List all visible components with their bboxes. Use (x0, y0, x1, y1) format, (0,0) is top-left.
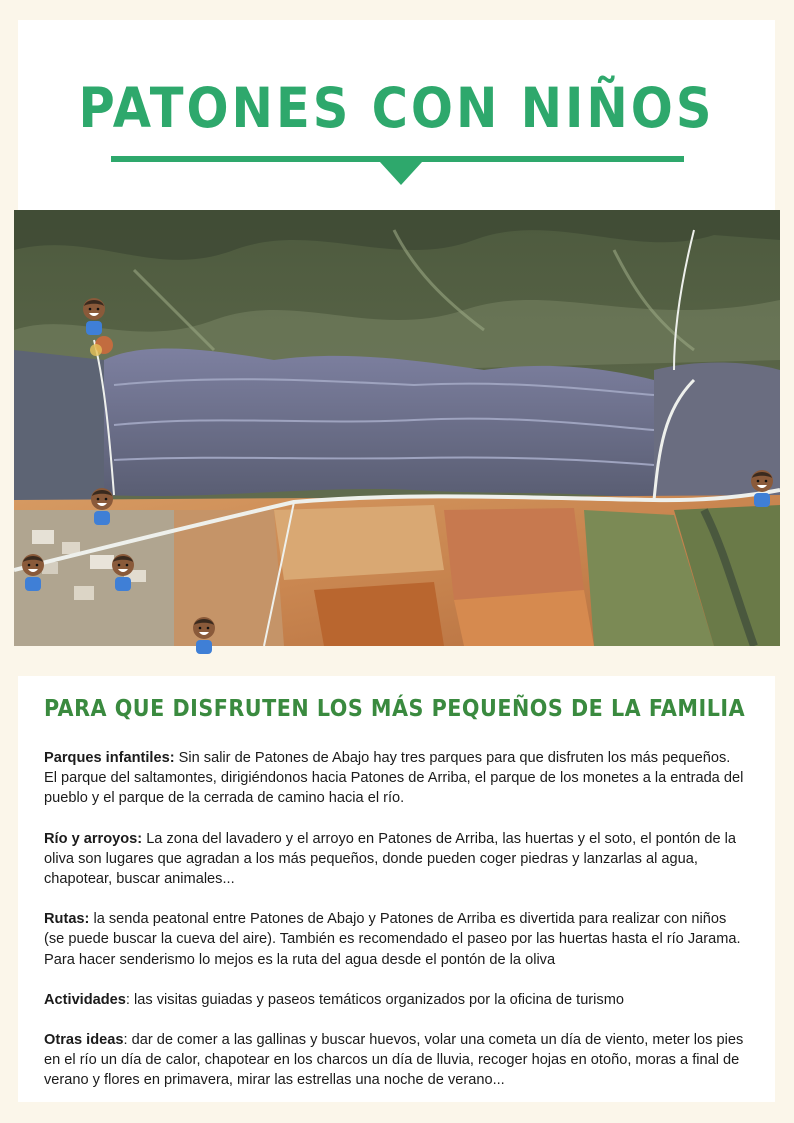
section-heading: PARA QUE DISFRUTEN LOS MÁS PEQUEÑOS DE LA FAMILIA (44, 696, 746, 722)
paragraph-text: : dar de comer a las gallinas y buscar huevos, volar una cometa un día de viento, meter los pies en el río un día de calor, chapotear en los charcos un día de lluvia, recoger hojas en otoño, moras a final de verano y flores en primavera, mirar las estrellas una noche de verano... (44, 1032, 744, 1089)
paragraph-text: : las visitas guiadas y paseos temáticos organizados por la oficina de turismo (125, 991, 624, 1008)
paragraph-rutas (44, 909, 744, 970)
paragraph-parques (44, 748, 744, 809)
child-face-icon (190, 615, 218, 655)
child-face-icon (748, 468, 776, 508)
page-title: PATONES CON NIÑOS (78, 76, 715, 140)
paragraph-label: Actividades (44, 991, 126, 1008)
content-card (18, 676, 775, 1102)
aerial-map (14, 210, 780, 646)
paragraph-text: la senda peatonal entre Patones de Abajo y Patones de Arriba es divertida para realizar con niños (se puede buscar la cueva del aire). También es recomendado el paseo por las huertas hasta el río Jarama. Para hacer senderismo lo mejos es la ruta del agua desde el pontón de la oliva (44, 911, 741, 968)
child-face-icon (19, 552, 47, 592)
child-face-icon (80, 296, 108, 336)
paragraph-label: Rutas: (44, 911, 90, 928)
paragraph-label: Otras ideas (44, 1032, 124, 1049)
child-face-icon (88, 486, 116, 526)
title-pointer-triangle (380, 162, 422, 185)
paragraph-text: La zona del lavadero y el arroyo en Patones de Arriba, las huertas y el soto, el pontón de la oliva son lugares que agradan a los más pequeños, donde pueden coger piedras y lanzarlas al agua, chapotear, buscar animales... (44, 830, 736, 888)
paragraph-label: Río y arroyos: (44, 830, 143, 847)
child-face-icon (109, 552, 137, 592)
paragraph-rio (44, 829, 744, 890)
body-text (44, 748, 744, 1111)
paragraph-label: Parques infantiles: (44, 750, 175, 766)
paragraph-otras-ideas (44, 1030, 744, 1091)
paragraph-actividades (44, 990, 744, 1010)
header-card (18, 20, 775, 210)
paragraph-text: Sin salir de Patones de Abajo hay tres parques para que disfruten los más pequeños. El parque del saltamontes, dirigiéndonos hacia Patones de Arriba, el parque de los monetes a la entrada del pueblo y el parque de la cerrada de camino hacia el río. (44, 750, 744, 807)
